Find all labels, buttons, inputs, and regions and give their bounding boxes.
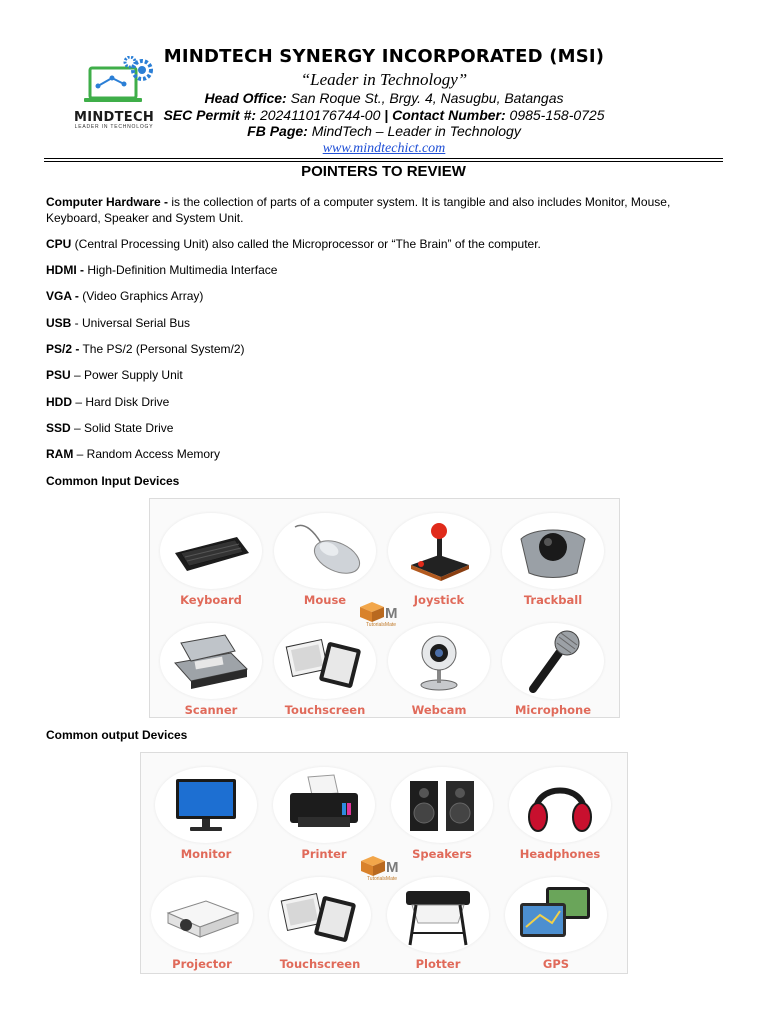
touchscreen-icon (285, 629, 365, 693)
device-projector (147, 877, 257, 983)
scanner-icon (171, 629, 251, 693)
device-label: Plotter (415, 957, 461, 971)
term-item (46, 420, 722, 436)
separator: | (384, 107, 389, 123)
device-label: Webcam (411, 703, 467, 717)
header-rule-thin (44, 161, 723, 162)
term-definition: – Solid State Drive (70, 421, 174, 435)
device-label: Trackball (523, 593, 583, 607)
device-label: Touchscreen (284, 703, 366, 717)
joystick-icon (399, 519, 479, 583)
contact-label: Contact Number: (388, 107, 506, 123)
fb-page-line (150, 123, 618, 140)
device-label: Projector (172, 957, 232, 971)
speakers-icon (402, 773, 482, 837)
input-devices-panel (149, 498, 620, 718)
device-gps (501, 877, 611, 983)
device-label: Speakers (412, 847, 472, 861)
term-name: HDD (46, 395, 72, 409)
device-monitor (151, 767, 261, 873)
monitor-icon (166, 773, 246, 837)
company-tagline: “Leader in Technology” (300, 70, 468, 89)
device-keyboard (156, 513, 266, 619)
sec-value: 2024110176744-00 (256, 107, 385, 123)
term-item (46, 315, 722, 331)
term-item (46, 394, 722, 410)
device-trackball (498, 513, 608, 619)
term-item (46, 446, 722, 462)
projector-icon (162, 883, 242, 947)
device-plotter (383, 877, 493, 983)
trackball-icon (513, 519, 593, 583)
term-definition: - Universal Serial Bus (71, 316, 191, 330)
device-touchscreen (270, 623, 380, 729)
device-microphone (498, 623, 608, 729)
device-label: Scanner (184, 703, 238, 717)
device-label: Monitor (180, 847, 232, 861)
head-office-label: Head Office: (204, 90, 287, 106)
plotter-icon (398, 883, 478, 947)
document-title: POINTERS TO REVIEW (301, 163, 466, 180)
device-label: Printer (301, 847, 347, 861)
device-label: Touchscreen (279, 957, 361, 971)
term-name: PSU (46, 368, 71, 382)
touchscreen-icon (280, 883, 360, 947)
term-definition: (Central Processing Unit) also called the Microprocessor or “The Brain” of the computer. (71, 237, 541, 251)
company-name: MINDTECH SYNERGY INCORPORATED (MSI) (163, 46, 605, 67)
head-office-value: San Roque St., Brgy. 4, Nasugbu, Batangas (286, 90, 564, 106)
device-label: Mouse (303, 593, 347, 607)
input-devices-heading: Common Input Devices (46, 474, 180, 488)
fb-value: MindTech – Leader in Technology (307, 123, 521, 139)
output-devices-panel (140, 752, 628, 974)
contact-value: 0985-158-0725 (505, 107, 605, 123)
header-rule (44, 158, 723, 159)
term-definition: is the collection of parts of a computer system. It is tangible and also includes Monitor, Mouse, Keyboard, Speaker and System Unit. (46, 195, 671, 225)
keyboard-icon (171, 519, 251, 583)
term-item (46, 288, 722, 304)
logo-text: MINDTECH (73, 110, 154, 125)
output-devices-heading: Common output Devices (46, 728, 188, 742)
device-touchscreen-output (265, 877, 375, 983)
term-name: PS/2 - (46, 342, 80, 356)
device-label: Microphone (514, 703, 592, 717)
term-definition: (Video Graphics Array) (78, 289, 204, 303)
term-item (46, 194, 722, 226)
sec-label: SEC Permit #: (163, 107, 257, 123)
device-headphones (505, 767, 615, 873)
term-item (46, 341, 722, 357)
term-item (46, 367, 722, 383)
term-definition: – Power Supply Unit (70, 368, 183, 382)
term-definition: – Hard Disk Drive (72, 395, 170, 409)
term-name: USB (46, 316, 72, 330)
term-definition: The PS/2 (Personal System/2) (79, 342, 245, 356)
svg-text:M: M (386, 859, 399, 876)
svg-text:M: M (385, 605, 398, 622)
term-definition: – Random Access Memory (73, 447, 221, 461)
headphones-icon (520, 773, 600, 837)
watermark-text: TutorialsMate (365, 622, 397, 628)
term-item (46, 236, 722, 252)
printer-icon (284, 773, 364, 837)
head-office-line (150, 90, 618, 107)
term-name: Computer Hardware - (46, 195, 169, 209)
term-definition: High-Definition Multimedia Interface (84, 263, 278, 277)
device-label: Keyboard (180, 593, 242, 607)
microphone-icon (513, 629, 593, 693)
term-item (46, 262, 722, 278)
sec-contact-line (150, 107, 618, 124)
watermark-text: TutorialsMate (366, 876, 398, 882)
term-name: RAM (46, 447, 74, 461)
device-label: GPS (542, 957, 570, 971)
term-name: SSD (46, 421, 71, 435)
term-name: HDMI - (46, 263, 84, 277)
mouse-icon (285, 519, 365, 583)
device-webcam (384, 623, 494, 729)
device-label: Headphones (519, 847, 601, 861)
term-name: VGA - (46, 289, 79, 303)
device-label: Joystick (413, 593, 465, 607)
fb-label: FB Page: (247, 123, 308, 139)
logo-subtext: LEADER IN TECHNOLOGY (74, 124, 154, 130)
device-scanner (156, 623, 266, 729)
webcam-icon (399, 629, 479, 693)
term-name: CPU (46, 237, 72, 251)
gps-icon (516, 883, 596, 947)
website-link[interactable]: www.mindtechict.com (322, 141, 446, 156)
